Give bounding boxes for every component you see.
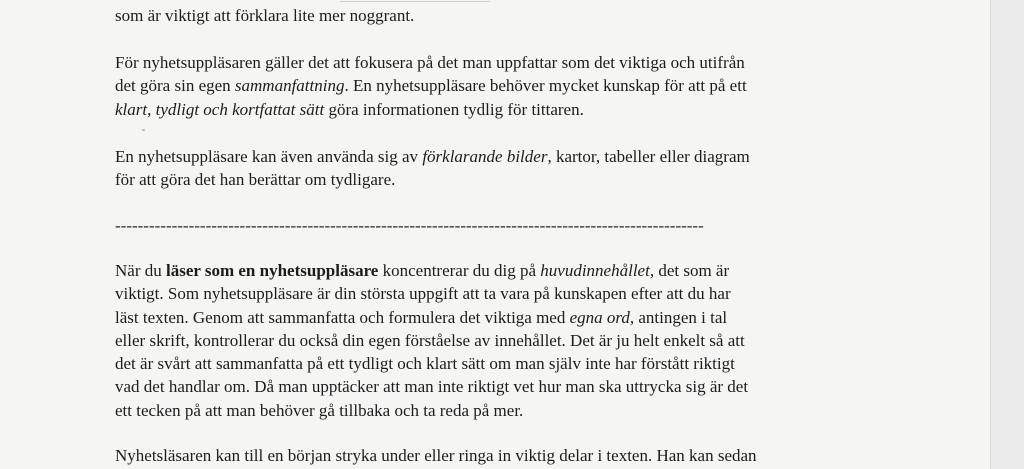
text-run: , antingen i tal (629, 307, 728, 327)
text-run: koncentrerar du dig på (378, 261, 541, 280)
paragraph-4 (115, 259, 905, 422)
text-line (115, 98, 905, 121)
text-line: Nyhetsläsaren kan till en början stryka under eller ringa in viktig delar i texten. Han kan sedan (115, 446, 757, 465)
scanner-margin (991, 0, 1024, 469)
text-line: för att göra det han berättar om tydligare. (115, 170, 396, 190)
paragraph-top (115, 4, 905, 27)
dashed-divider: -------------------------------------------------------------------------------------------------------- (115, 216, 704, 235)
text-line: eller skrift, kontrollerar du också din egen förståelse av innehållet. Det är ju helt enkelt så att (115, 330, 745, 350)
text-run: . En nyhetsuppläsare behöver mycket kunskap för att på ett (344, 76, 747, 96)
cut-off-text-line (340, 0, 490, 2)
text-line (115, 259, 905, 282)
scan-speck (142, 129, 145, 131)
text-line: För nyhetsuppläsaren gäller det att fokusera på det man uppfattar som det viktiga och utifrån (115, 53, 745, 72)
paragraph-5 (115, 444, 905, 467)
text-line: ett tecken på att man behöver gå tillbaka och ta reda på mer. (115, 400, 524, 420)
paragraph-2 (115, 51, 905, 121)
text-line: viktigt. Som nyhetsuppläsare är din största uppgift att ta vara på kunskapen efter att du har (115, 284, 731, 304)
emphasis-klart-tydligt: klart, tydligt och kortfattat sätt (115, 99, 325, 119)
text-line (115, 306, 905, 329)
text-run: , kartor, tabeller eller diagram (547, 147, 750, 166)
text-line: som är viktigt att förklara lite mer noggrant. (115, 6, 415, 25)
text-run: läst texten. Genom att sammanfatta och formulera det viktiga med (115, 307, 570, 327)
text-run: , det som är (649, 261, 730, 280)
text-run: En nyhetsuppläsare kan även använda sig av (115, 147, 423, 166)
paragraph-3 (115, 145, 905, 192)
text-line (115, 74, 905, 97)
emphasis-forklarande-bilder: förklarande bilder (422, 147, 548, 166)
emphasis-huvudinnehallet: huvudinnehållet (540, 261, 650, 280)
emphasis-egna-ord: egna ord (569, 307, 630, 327)
text-run: göra informationen tydlig för tittaren. (324, 99, 584, 119)
text-run: det göra sin egen (115, 76, 235, 96)
text-line (115, 145, 905, 168)
strong-las-som-nyhetsupplasare: läser som en nyhetsuppläsare (165, 261, 379, 280)
text-run: När du (115, 261, 166, 280)
text-line: vad det handlar om. Då man upptäcker att man inte riktigt vet hur man ska uttrycka sig är det (115, 377, 749, 397)
text-line: det är svårt att sammanfatta på ett tydligt och klart sätt om man själv inte har förstått riktigt (115, 354, 735, 374)
emphasis-sammanfattning: sammanfattning (234, 76, 345, 96)
